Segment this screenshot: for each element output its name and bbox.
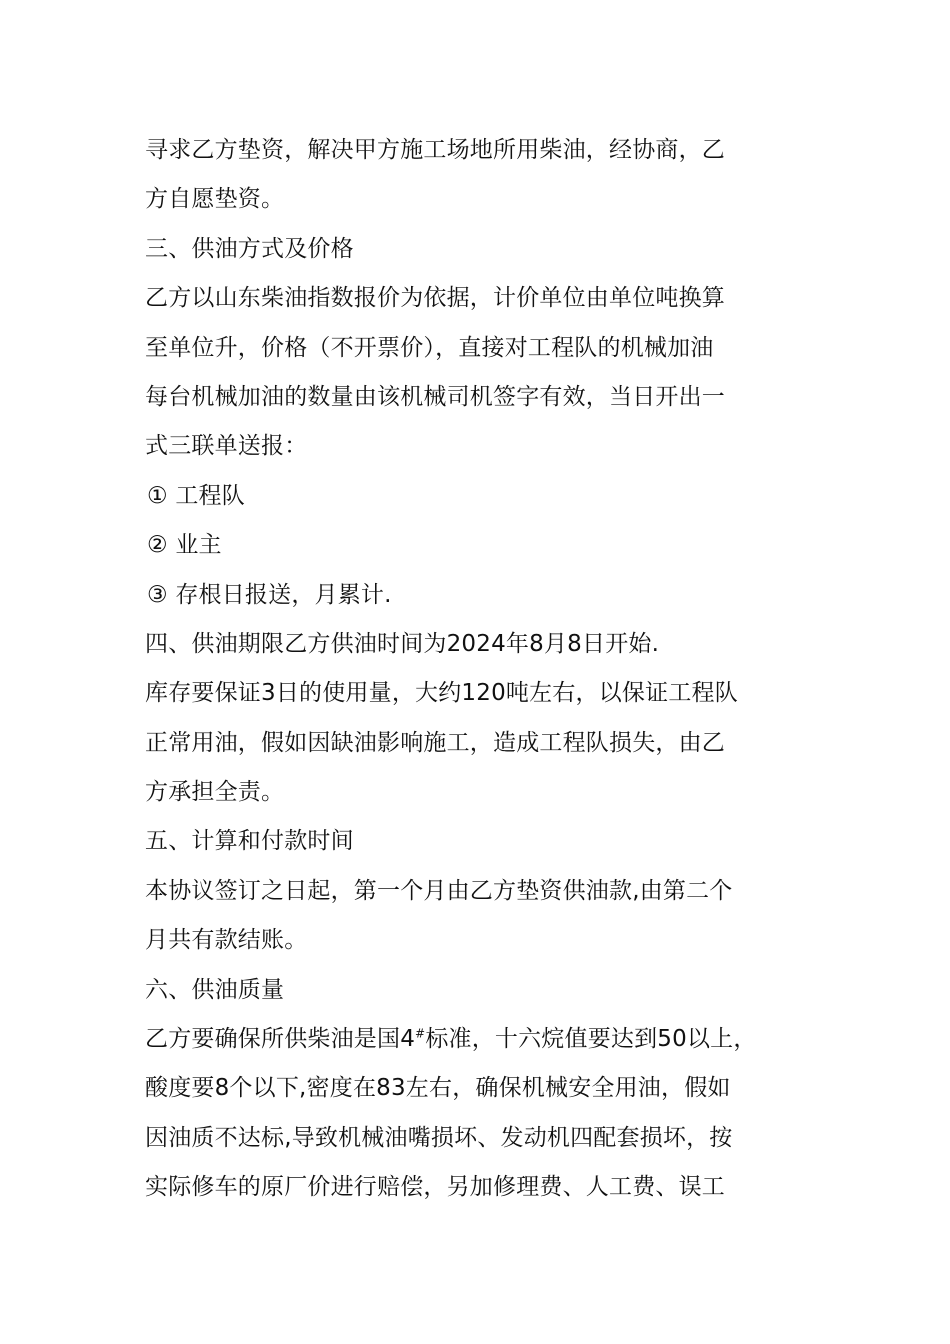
- quality-text-prefix: 乙方要确保所供柴油是国4: [145, 1026, 416, 1053]
- list-item: ③ 存根日报送，月累计.: [147, 581, 392, 608]
- paragraph-line-quality: [145, 1015, 825, 1064]
- paragraph-line: 正常用油，假如因缺油影响施工，造成工程队损失，由乙: [145, 729, 725, 756]
- paragraph-line: 至单位升，价格（不开票价），直接对工程队的机械加油: [145, 334, 714, 361]
- document-body: [145, 126, 825, 1213]
- paragraph-line: 式三联单送报：: [145, 433, 308, 460]
- paragraph-line: 乙方以山东柴油指数报价为依据，计价单位由单位吨换算: [145, 285, 725, 312]
- section-heading-supply-period: 四、供油期限乙方供油时间为2024年8月8日开始.: [145, 630, 660, 657]
- paragraph-line: 因油质不达标,导致机械油嘴损坏、发动机四配套损坏，按: [145, 1124, 733, 1151]
- section-heading-payment: 五、计算和付款时间: [145, 828, 354, 855]
- section-heading-quality: 六、供油质量: [145, 976, 285, 1003]
- paragraph-line: 本协议签订之日起，第一个月由乙方垫资供油款,由第二个: [145, 877, 733, 904]
- paragraph-line: 实际修车的原厂价进行赔偿，另加修理费、人工费、误工: [145, 1174, 725, 1201]
- paragraph-line: 月共有款结账。: [145, 927, 308, 954]
- paragraph-line: 方承担全责。: [145, 779, 285, 806]
- paragraph-line: 寻求乙方垫资，解决甲方施工场地所用柴油，经协商，乙: [145, 137, 725, 163]
- paragraph-line: 每台机械加油的数量由该机械司机签字有效，当日开出一: [145, 383, 725, 410]
- list-item: ② 业主: [147, 532, 222, 559]
- paragraph-line: 酸度要8个以下,密度在83左右，确保机械安全用油，假如: [145, 1075, 731, 1102]
- paragraph-line: 库存要保证3日的使用量，大约120吨左右，以保证工程队: [145, 680, 738, 707]
- list-item: ① 工程队: [147, 482, 245, 509]
- section-heading-supply-method: 三、供油方式及价格: [145, 235, 354, 262]
- quality-text-suffix: 标准，十六烷值要达到50以上，: [425, 1026, 757, 1053]
- standard-mark: #: [415, 1026, 426, 1041]
- paragraph-line: 方自愿垫资。: [145, 186, 285, 213]
